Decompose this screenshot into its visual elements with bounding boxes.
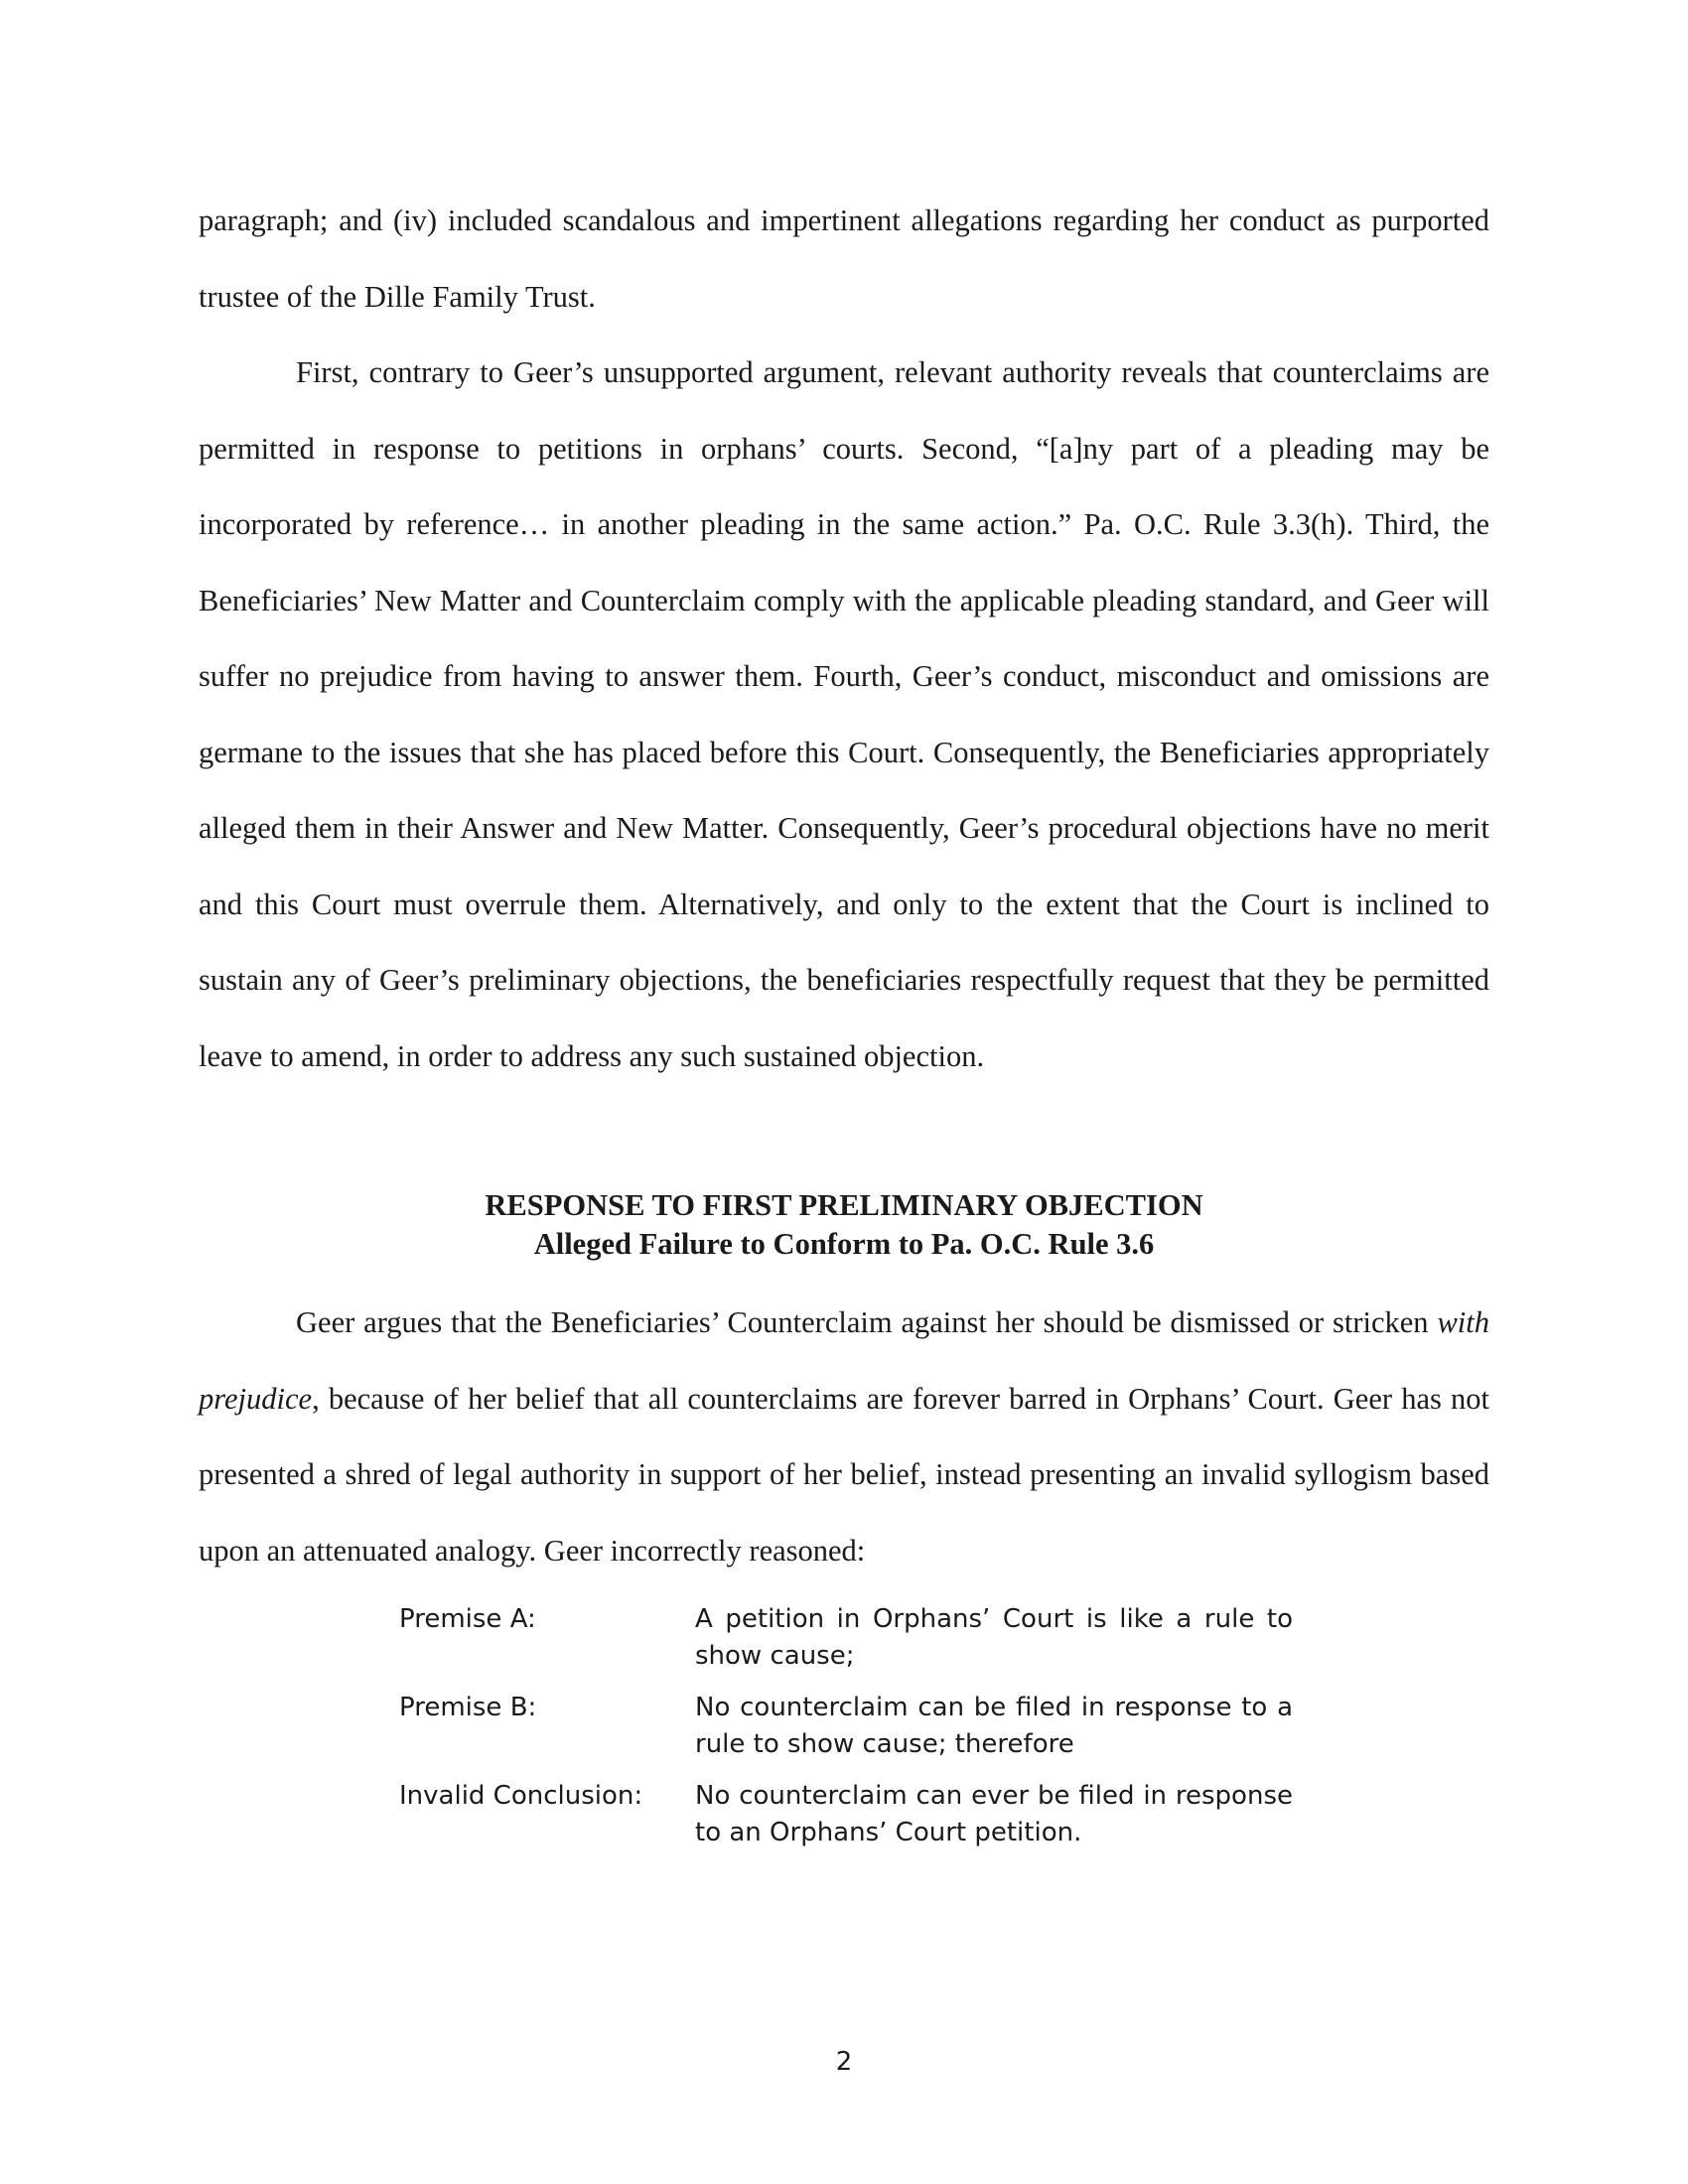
paragraph-2: First, contrary to Geer’s unsupported argument, relevant authority reveals that counterclaims are permitted in response to petitions in orphans’ courts. Second, “[a]ny part of a pleading may be incorporated by reference… in another pleading in the same action.” Pa. O.C. Rule 3.3(h). Third, the Beneficiaries’ New Matter and Counterclaim comply with the applicable pleading standard, and Geer will suffer no prejudice from having to answer them. Fourth, Geer’s conduct, misconduct and omissions are germane to the issues that she has placed before this Court. Consequently, the Beneficiaries appropriately alleged them in their Answer and New Matter. Consequently, Geer’s procedural objections have no merit and this Court must overrule them. Alternatively, and only to the extent that the Court is inclined to sustain any of Geer’s preliminary objections, the beneficiaries respectfully request that they be permitted leave to amend, in order to address any such sustained objection. <box>199 355 1489 1073</box>
heading-title: RESPONSE TO FIRST PRELIMINARY OBJECTION <box>485 1188 1203 1222</box>
syllogism-text: No counterclaim can be filed in response to a rule to show cause; therefore <box>695 1693 1293 1759</box>
paragraph-3-text-end: , because of her belief that all counterclaims are forever barred in Orphans’ Court. Geer has not presented a shred of legal authority in support of her belief, instead presenting an invalid syllogism based upon an attenuated analogy. Geer incorrectly reasoned: <box>199 1381 1489 1568</box>
syllogism-row-premise-a <box>399 1601 1293 1675</box>
syllogism-text: A petition in Orphans’ Court is like a rule to show cause; <box>695 1604 1293 1671</box>
page-number: 2 <box>835 2047 853 2077</box>
heading-subtitle: Alleged Failure to Conform to Pa. O.C. Rule 3.6 <box>533 1227 1155 1261</box>
syllogism-row-premise-b <box>399 1690 1293 1763</box>
syllogism-row-conclusion <box>399 1778 1293 1851</box>
syllogism-label: Premise A: <box>399 1604 536 1634</box>
syllogism-label: Premise B: <box>399 1693 537 1722</box>
paragraph-3-italic-phrase: with prejudice <box>199 1305 1489 1416</box>
paragraph-3 <box>199 1285 1489 1588</box>
syllogism-text: No counterclaim can ever be filed in response to an Orphans’ Court petition. <box>695 1781 1293 1847</box>
syllogism-list <box>399 1601 1293 1866</box>
section-heading <box>199 1186 1489 1264</box>
paragraph-1: paragraph; and (iv) included scandalous and impertinent allegations regarding her conduct as purported trustee of the Dille Family Trust. <box>199 204 1489 314</box>
syllogism-label: Invalid Conclusion: <box>399 1781 643 1811</box>
paragraph-3-text-start: Geer argues that the Beneficiaries’ Counterclaim against her should be dismissed or stricken <box>296 1305 1438 1339</box>
